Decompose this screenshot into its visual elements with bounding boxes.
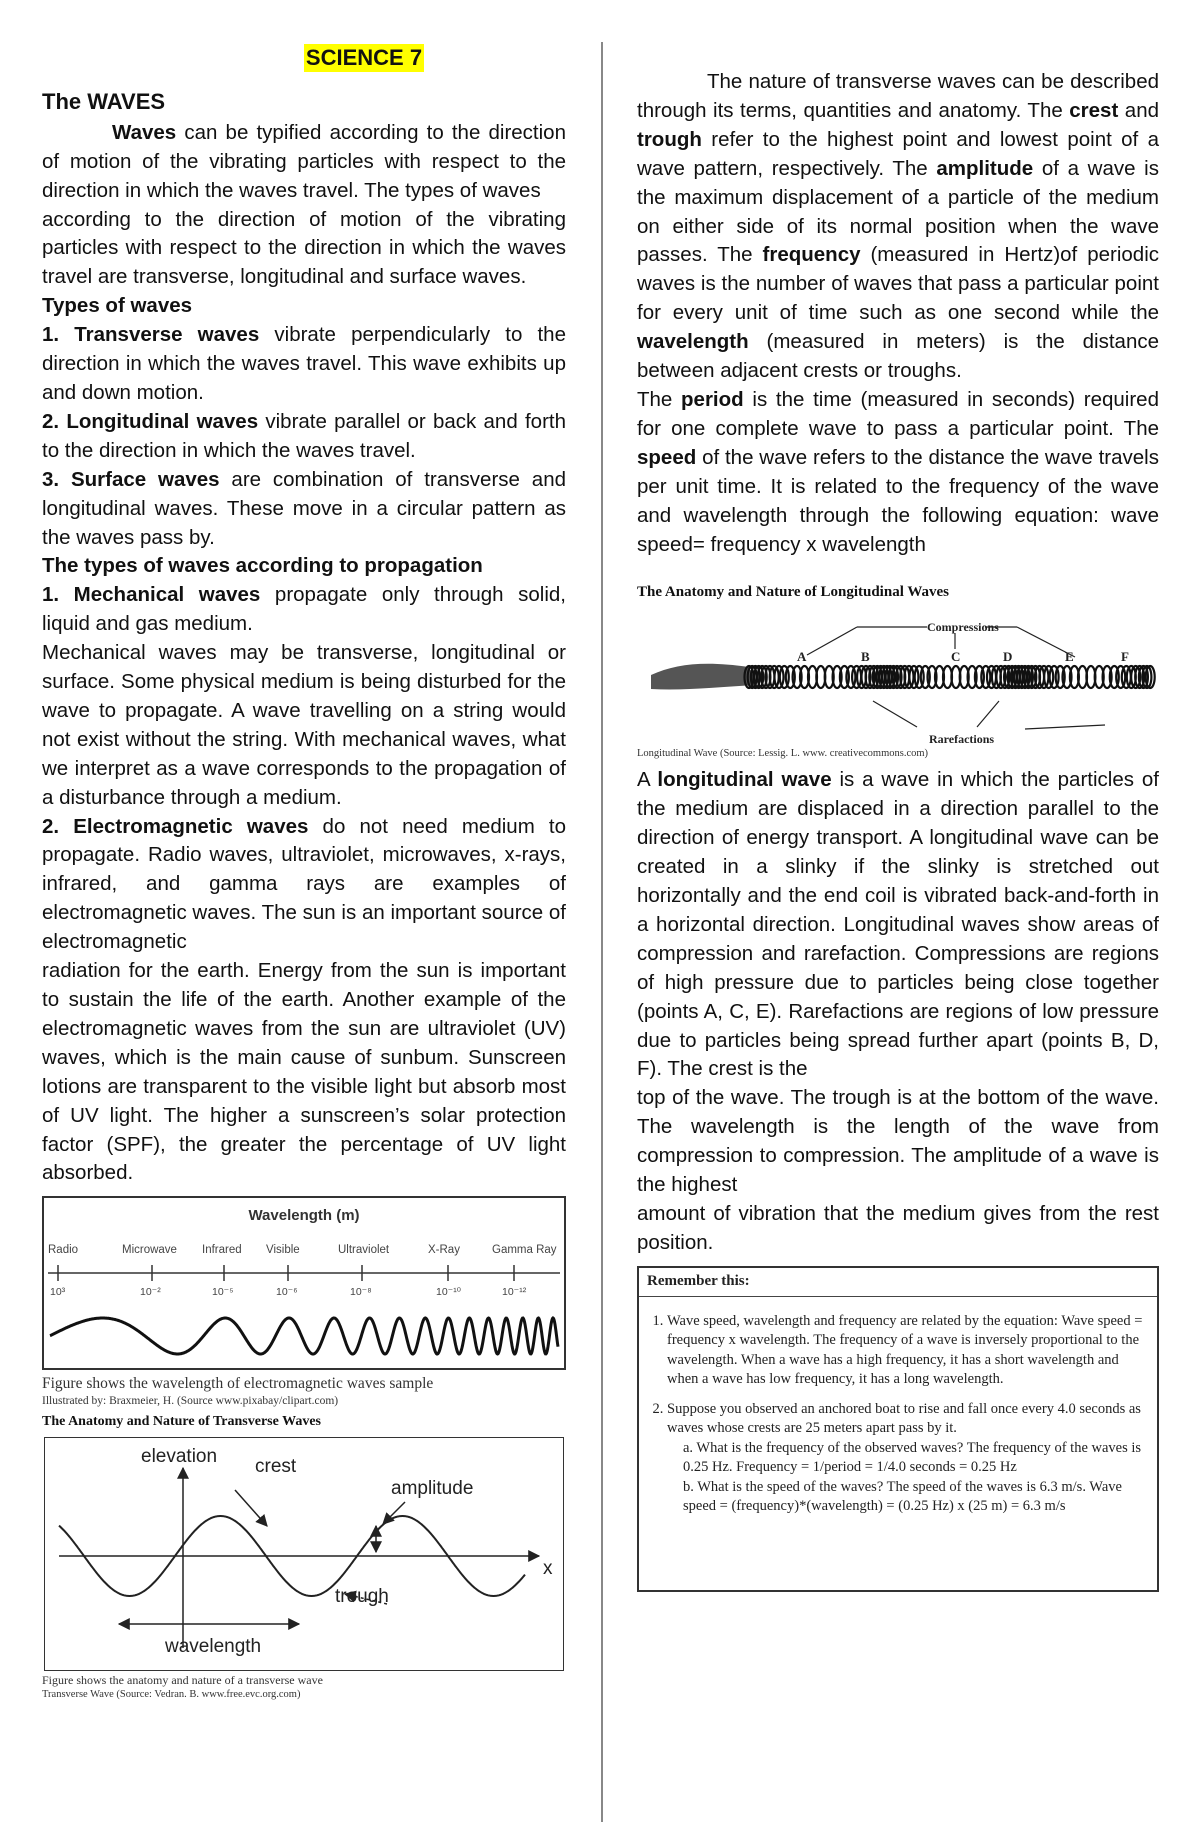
left-column xyxy=(42,44,566,1702)
p2-text-c: of the wave refers to the distance the wave travels per unit time. It is related to the frequency of the wave and wavelength through the following equation: wave speed= frequency x wavelength xyxy=(637,445,1159,556)
point-e: E xyxy=(1065,649,1074,665)
electromagnetic-paragraph: radiation for the earth. Energy from the sun is important to sustain the life of the earth. Another example of the electromagnetic waves from the sun are ultraviolet (UV) waves, which is the main cause of sunbum. Sunscreen lotions are transparent to the visible light but absorb most of UV light. The higher a sunscreen’s solar protection factor (SPF), the greater the percentage of UV light absorbed. xyxy=(42,959,566,1185)
transverse-title: The Anatomy and Nature of Transverse Waves xyxy=(42,1414,321,1430)
p1-text-b: refer to the highest point and lowest point of a wave pattern, respectively. The xyxy=(637,127,1159,180)
remember-list xyxy=(647,1312,1149,1517)
p1-text-d: (measured in Hertz)of periodic waves is the number of waves that pass a particular point for every unit of time such as one second while the xyxy=(637,243,1159,325)
em-credit: Illustrated by: Braxmeier, H. (Source www.pixabay/clipart.com) xyxy=(42,1395,339,1408)
point-c: C xyxy=(951,649,961,665)
em-band-visible: Visible xyxy=(266,1244,300,1257)
term-wavelength: wavelength xyxy=(637,330,749,354)
mechanical-text: propagate only through solid, liquid and gas medium. xyxy=(42,583,566,636)
em-spectrum-svg xyxy=(44,1198,564,1368)
hand-shape xyxy=(651,664,757,690)
p1-text: The nature of transverse waves can be described through its terms, quantities and anatomy. The xyxy=(637,70,1159,122)
term-speed: speed xyxy=(637,445,697,469)
amplitude-pointer xyxy=(383,1502,405,1524)
remember-item-2 xyxy=(667,1400,1149,1517)
rarefactions-label: Rarefactions xyxy=(929,732,995,747)
type-longitudinal-text: vibrate parallel or back and forth to the direction in which the waves travel. xyxy=(42,409,566,462)
intro-paragraph-2: according to the direction of motion of the vibrating particles with respect to the direction in which the waves travel are transverse, longitudinal and surface waves. xyxy=(42,207,566,289)
rarefaction-arrow-b xyxy=(873,701,917,727)
rarefaction-arrow-d xyxy=(977,701,999,727)
em-band-xray: X-Ray xyxy=(428,1244,460,1257)
compression-arrow-a xyxy=(807,627,857,655)
em-tick-label: 10⁻² xyxy=(140,1286,161,1299)
p1-text-e: (measured in meters) is the distance between adjacent crests or troughs. xyxy=(637,330,1159,383)
em-tick-label: 10⁻¹⁰ xyxy=(436,1286,461,1299)
column-divider xyxy=(601,42,603,1822)
em-tick-label: 10⁻⁵ xyxy=(212,1286,234,1299)
type-longitudinal xyxy=(42,408,566,466)
right-column xyxy=(637,68,1159,1592)
x-axis-label: x xyxy=(543,1558,553,1580)
crest-pointer xyxy=(235,1490,267,1526)
p3-text-a: A xyxy=(637,768,658,792)
page-title: SCIENCE 7 xyxy=(305,45,423,70)
em-band-infrared: Infrared xyxy=(202,1244,242,1257)
rarefaction-arrow-f xyxy=(1025,725,1105,729)
longitudinal-credit: Longitudinal Wave (Source: Lessig. L. www. creativecommons.com) xyxy=(637,748,929,760)
point-b: B xyxy=(861,649,870,665)
slinky-coils xyxy=(745,666,1155,688)
em-tick-label: 10⁻⁶ xyxy=(276,1286,298,1299)
em-band-radio: Radio xyxy=(48,1244,79,1257)
em-wave xyxy=(50,1318,558,1354)
title-wrap xyxy=(42,44,566,74)
electromagnetic-term: 2. Electromagnetic waves xyxy=(42,814,309,838)
remember-body xyxy=(647,1312,1149,1527)
remember-divider xyxy=(639,1296,1157,1297)
transverse-svg xyxy=(45,1438,563,1670)
crest-trough-paragraph: top of the wave. The trough is at the bottom of the wave. The wavelength is the length of the wave from compression to compression. The amplitude of a wave is the highest xyxy=(637,1086,1159,1197)
section-heading: The WAVES xyxy=(42,88,166,114)
type-transverse-text: vibrate perpendicularly to the direction in which the waves travel. This wave exhibits up and down motion. xyxy=(42,323,566,404)
amplitude-paragraph: amount of vibration that the medium gives from the rest position. xyxy=(637,1202,1159,1254)
electromagnetic-text: do not need medium to propagate. Radio waves, ultraviolet, microwaves, x-rays, infrared, and gamma rays are examples of electromagnetic waves. The sun is an important source of electromagnetic xyxy=(42,814,566,954)
p2-text-b: is the time (measured in seconds) required for one complete wave to pass a particular point. The xyxy=(637,387,1159,440)
longitudinal-svg xyxy=(637,609,1159,747)
trough-label: trough xyxy=(335,1586,389,1608)
type-transverse xyxy=(42,321,566,408)
remember-item-2a: a. What is the frequency of the observed waves? The frequency of the waves is 0.25 Hz. Frequency = 1/period = 1/4.0 seconds = 0.25 Hz xyxy=(683,1439,1142,1476)
compressions-label: Compressions xyxy=(927,620,999,635)
crest-label: crest xyxy=(255,1456,297,1478)
type-longitudinal-term: 2. Longitudinal waves xyxy=(42,409,259,433)
em-band-gamma: Gamma Ray xyxy=(492,1244,557,1257)
point-a: A xyxy=(797,649,807,665)
term-frequency: frequency xyxy=(762,243,861,267)
mechanical-term: 1. Mechanical waves xyxy=(42,583,261,607)
point-d: D xyxy=(1003,649,1013,665)
type-surface-text: are combination of transverse and longitudinal waves. These move in a circular pattern as the waves pass by. xyxy=(42,467,566,549)
em-band-ultraviolet: Ultraviolet xyxy=(338,1244,390,1257)
electromagnetic-waves xyxy=(42,813,566,958)
intro-term: Waves xyxy=(112,120,177,144)
p2-text-a: The xyxy=(637,387,682,411)
remember-box xyxy=(637,1266,1159,1592)
propagation-heading: The types of waves according to propagation xyxy=(42,554,483,578)
transverse-credit: Transverse Wave (Source: Vedran. B. www.free.evc.org.com) xyxy=(42,1689,301,1701)
intro-paragraph xyxy=(42,119,566,206)
elevation-label: elevation xyxy=(141,1446,218,1468)
term-trough: trough xyxy=(637,127,702,151)
p1-text-c: of a wave is the maximum displacement of a particle of the medium on either side of its normal position when the wave passes. The xyxy=(637,156,1159,267)
term-crest: crest xyxy=(1069,98,1119,122)
types-heading: Types of waves xyxy=(42,294,193,318)
transverse-caption: Figure shows the anatomy and nature of a transverse wave xyxy=(42,1673,323,1688)
p3-text-b: is a wave in which the particles of the medium are displaced in a direction parallel to the direction of energy transport. A longitudinal wave can be created in a slinky if the slinky is stretched out horizontally and the end coil is vibrated back-and-forth in a horizontal direction. Longitudinal waves show areas of compression and rarefaction. Compressions are regions of high pressure due to particles being close together (points A, C, E). Rarefactions are regions of low pressure due to particles being spread further apart (points B, D, F). The crest is the xyxy=(637,768,1159,1081)
mechanical-waves xyxy=(42,581,566,639)
wavelength-label: wavelength xyxy=(165,1636,262,1658)
longitudinal-figure xyxy=(637,609,1159,747)
type-surface xyxy=(42,466,566,553)
remember-item-2-text: Suppose you observed an anchored boat to rise and fall once every 4.0 seconds as waves whose crests are 25 meters apart pass by it. xyxy=(667,1400,1141,1437)
type-surface-term: 3. Surface waves xyxy=(42,467,220,491)
point-f: F xyxy=(1121,649,1129,665)
em-tick-label: 10³ xyxy=(50,1286,66,1299)
longitudinal-title: The Anatomy and Nature of Longitudinal Waves xyxy=(637,584,950,601)
em-tick-label: 10⁻⁸ xyxy=(350,1286,372,1299)
mechanical-paragraph: Mechanical waves may be transverse, longitudinal or surface. Some physical medium is being disturbed for the wave to propagate. A wave travelling on a string would not exist without the string. With mechanical waves, what we interpret as a wave corresponds to the propagation of a disturbance through a medium. xyxy=(42,641,566,809)
transverse-figure xyxy=(44,1437,564,1671)
term-amplitude: amplitude xyxy=(936,156,1034,180)
intro-text: can be typified according to the direction of motion of the vibrating particles with respect to the direction in which the waves travel. The types of waves xyxy=(42,120,566,202)
em-title: Wavelength (m) xyxy=(248,1207,360,1225)
em-band-microwave: Microwave xyxy=(122,1244,177,1257)
amplitude-label: amplitude xyxy=(391,1478,474,1500)
em-tick-label: 10⁻¹² xyxy=(502,1286,527,1299)
em-spectrum-figure xyxy=(42,1196,566,1370)
remember-title: Remember this: xyxy=(647,1272,750,1289)
type-transverse-term: 1. Transverse waves xyxy=(42,323,260,347)
longitudinal-paragraph xyxy=(637,766,1159,1084)
em-caption: Figure shows the wavelength of electromagnetic waves sample xyxy=(42,1375,434,1393)
remember-item-2b: b. What is the speed of the waves? The speed of the waves is 6.3 m/s. Wave speed = (frequency)*(wavelength) = (0.25 Hz) x (25 m) = 6.3 m/s xyxy=(683,1478,1122,1515)
term-longitudinal-wave: longitudinal wave xyxy=(657,768,832,792)
term-period: period xyxy=(681,387,744,411)
transverse-terms-paragraph xyxy=(637,68,1159,386)
remember-item-1: 1. Wave speed, wavelength and frequency are related by the equation: Wave speed = frequency x wavelength. The frequency of a wave is inversely proportional to the wavelength. When a wave has a high frequency, it has a short wavelength and when a wave has low frequency, it has a long wavelength. xyxy=(667,1312,1149,1390)
p1-and: and xyxy=(1118,98,1159,122)
period-paragraph xyxy=(637,386,1159,559)
